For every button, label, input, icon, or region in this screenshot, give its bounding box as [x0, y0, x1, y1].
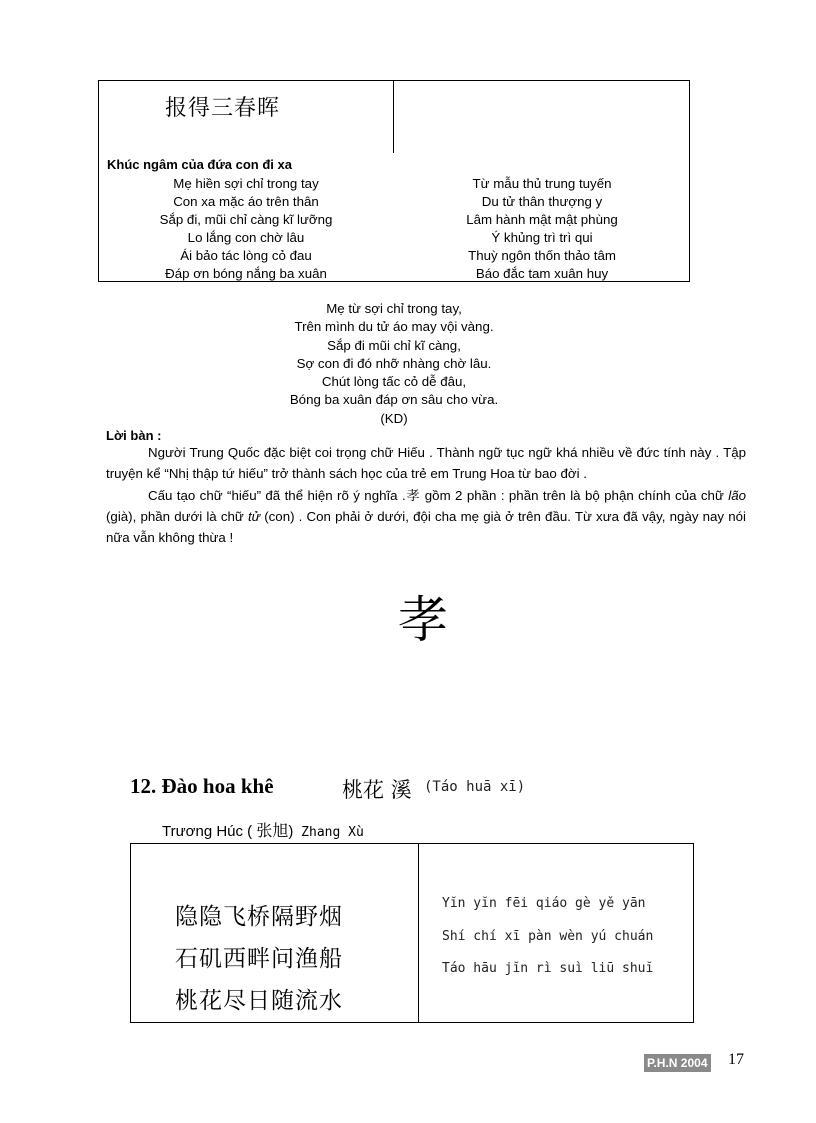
verse-line: Đáp ơn bóng nắng ba xuân	[165, 266, 327, 281]
commentary-heading: Lời bàn :	[106, 428, 162, 443]
poem-line: Chút lòng tấc cỏ dễ đâu,	[321, 374, 467, 390]
filial-piety-character: 孝	[398, 591, 448, 649]
poem-attribution: (KD)	[380, 410, 408, 426]
verse-line: Báo đắc tam xuân huy	[475, 266, 609, 281]
author-paren: )	[288, 823, 294, 840]
verse-line: Du tử thân thượng y	[481, 194, 603, 209]
poem-translation	[98, 300, 690, 428]
verse-line: Con xa mặc áo trên thân	[173, 194, 319, 209]
pinyin-line: Yĭn yĭn fēi qiáo gè yě yān	[442, 896, 646, 911]
commentary-paragraph	[106, 485, 746, 548]
commentary-paragraph	[106, 442, 746, 484]
page-number: 17	[728, 1051, 744, 1068]
poem-line: Trên mình du tử áo may vội vàng.	[294, 319, 494, 335]
sino-vietnamese-column	[397, 175, 687, 283]
verse-line: Từ mẫu thủ trung tuyến	[472, 176, 612, 191]
verse-line: Sắp đi, mũi chỉ càng kĩ lưỡng	[159, 212, 333, 227]
publisher-badge: P.H.N 2004	[644, 1054, 711, 1072]
pinyin-line: Shí chí xī pàn wèn yú chuán	[442, 928, 654, 944]
author-pinyin: Zhang Xù	[293, 825, 364, 840]
paragraph-text: Người Trung Quốc đặc biệt coi trọng chữ Hiếu . Thành ngữ tục ngữ khá nhiều về đức tính này . Tập truyện kể “Nhị thập tứ hiếu” trở thành sách học của trẻ em Trung Hoa từ bao đời .	[106, 445, 746, 481]
table-divider	[418, 844, 419, 1022]
poem-line: Sắp đi mũi chỉ kĩ càng,	[327, 337, 461, 353]
translation-table	[98, 80, 690, 282]
section-chinese-title: 桃花 溪	[342, 778, 412, 802]
pinyin-line: Táo hāu jĭn rì suì liū shuĭ	[442, 961, 654, 976]
verse-line: Ý khủng trì trì qui	[491, 230, 593, 245]
italic-term: lão	[728, 488, 746, 503]
verse-line: Thuỳ ngôn thốn thảo tâm	[468, 248, 616, 263]
section-title: 12. Đào hoa khê	[130, 774, 274, 798]
author-chinese: 张旭	[256, 823, 289, 840]
chinese-line: 石矶西畔问渔船	[175, 946, 343, 972]
chinese-line: 隐隐飞桥隔野烟	[175, 904, 343, 930]
paragraph-text: Cấu tạo chữ “hiếu” đã thể hiện rõ ý nghĩa .孝 gồm 2 phần : phần trên là bộ phận chính của chữ	[148, 488, 729, 503]
table-divider	[393, 81, 394, 153]
translation-heading: Khúc ngâm của đứa con đi xa	[107, 157, 292, 172]
verse-line: Ái bảo tác lòng cỏ đau	[180, 248, 312, 263]
chinese-line: 桃花尽日随流水	[175, 988, 343, 1014]
paragraph-text: (già), phần dưới là chữ	[106, 509, 248, 524]
author-name: Trương Húc (	[162, 823, 257, 840]
verse-line: Mẹ hiền sợi chỉ trong tay	[173, 176, 319, 191]
verse-line: Lo lắng con chờ lâu	[187, 230, 305, 245]
italic-term: tử	[247, 509, 261, 524]
chinese-verse-line: 报得三春晖	[165, 96, 281, 121]
section-pinyin-title: (Táo huā xī)	[424, 779, 526, 795]
author-line	[162, 818, 364, 841]
poem-table	[130, 843, 694, 1023]
poem-line: Sợ con đi đó nhỡ nhàng chờ lâu.	[296, 355, 492, 371]
verse-line: Lâm hành mật mật phùng	[466, 212, 618, 227]
vietnamese-translation-column	[103, 175, 389, 283]
pinyin-column	[442, 888, 653, 986]
poem-line: Bóng ba xuân đáp ơn sâu cho vừa.	[289, 392, 499, 408]
paragraph-text: (con) . Con phải ở dưới, đội cha mẹ già ở trên đầu. Từ xưa đã vậy, ngày nay nói nữa vẫn không thừa !	[106, 509, 746, 545]
chinese-poem-column	[175, 896, 343, 1022]
poem-line: Mẹ từ sợi chỉ trong tay,	[326, 301, 462, 316]
